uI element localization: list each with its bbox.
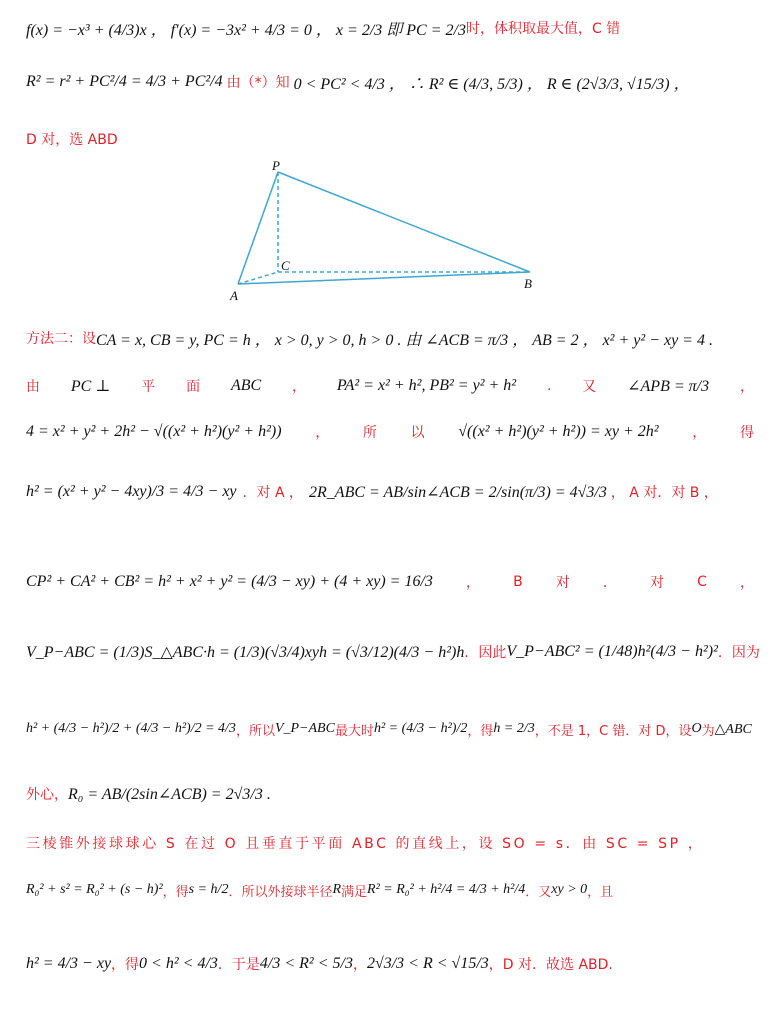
math-expr: R² = R₀² + h²/4 = 4/3 + h²/4 [367,882,526,897]
math-expr: PC ⊥ [70,378,111,395]
text-run: D 对，选 ABD [26,132,118,148]
edge-pa [238,172,278,284]
math-expr: R² = r² + PC²/4 = 4/3 + PC²/4 [26,73,223,90]
text-run: 三棱锥外接球球心 S 在过 O 且垂直于平面 ABC 的直线上，设 SO = s．由 SC = SP ， [26,836,705,852]
math-expr: h² = 4/3 − xy [26,955,112,972]
math-expr: h² = (4/3 − h²)/2 [373,721,468,736]
text-run: ，得 [467,723,494,739]
math-expr: h² = (x² + y² − 4xy)/3 = 4/3 − xy [26,483,237,500]
text-run: ， [739,379,754,395]
line-14 [26,944,754,984]
math-expr: 2R_ABC = AB/sin∠ACB = 2/sin(π/3) = 4√3/3 [309,484,607,501]
math-expr: 0 < h² < 4/3 [139,955,218,972]
math-expr: h = 2/3 [493,721,535,736]
text-run: 以 [410,425,425,441]
text-run: ．又 [525,884,552,900]
label-p: P [272,160,280,173]
line-6 [26,414,754,450]
text-run: ， A 对．对 B ， [610,485,718,501]
math-expr: CP² + CA² + CB² = h² + x² + y² = (4/3 − xy) + (4 + xy) = 16/3 [26,573,433,590]
text-run: 得 [739,425,754,441]
text-run: 外心， [26,787,68,803]
text-run: ， [315,425,330,441]
text-run: 又 [582,379,597,395]
line-7 [26,470,754,514]
text-run: ，且 [587,884,614,900]
line-11 [26,774,754,814]
tetrahedron-figure [222,160,552,305]
text-run: ，得 [162,884,189,900]
math-expr: O [691,721,702,736]
line-2 [26,60,754,104]
math-expr: 4 = x² + y² + 2h² − √((x² + h²)(y² + h²)) [26,423,282,440]
text-run: ，所以 [235,723,275,739]
text-run: ，不是 1，C 错．对 D，设 [534,723,692,739]
text-run: 方法二：设 [26,331,96,347]
math-expr: s = h/2 [188,882,229,897]
text-run: 因 [478,645,493,661]
text-run: 满足 [341,884,368,900]
tetrahedron-diagram [222,160,552,305]
text-run: ．对 A ， [242,485,304,501]
text-run: 因 [731,645,746,661]
text-run: 此 [492,645,507,661]
text-run: ， [292,379,307,395]
text-run: B [513,574,523,590]
math-expr: △ABC [714,721,752,737]
line-9 [26,632,760,672]
line-8 [26,562,754,602]
math-expr: V_P−ABC [274,721,335,736]
math-expr: 0 < PC² < 4/3 ， ∴ R² ∈ (4/3, 5/3) ， R ∈ (2√3/3, √15/3) ， [293,75,690,93]
label-a: A [230,288,238,303]
line-12 [26,830,754,856]
math-expr: f(x) = −x³ + (4/3)x ， f′(x) = −3x² + 4/3 = 0 ， x = 2/3 即 PC = 2/3 [26,21,466,39]
text-run: ． [464,645,479,661]
text-run: 为 [745,645,760,661]
math-expr: R₀² + s² = R₀² + (s − h)² [26,882,163,897]
text-run: ， [692,425,707,441]
math-expr: 4/3 < R² < 5/3 [259,955,353,972]
math-expr: R [332,882,342,897]
edge-pb [278,172,530,272]
math-expr: √((x² + h²)(y² + h²)) = xy + 2h² [458,423,659,440]
line-13 [26,870,754,910]
text-run: ，得 [111,957,140,973]
text-run: ， [352,957,367,973]
text-run: ． [717,645,732,661]
line-4 [26,320,754,356]
math-expr: V_P−ABC = (1/3)S_△ABC·h = (1/3)(√3/4)xyh = (√3/12)(4/3 − h²)h [26,644,465,661]
math-expr: ABC [230,377,262,394]
math-expr: CA = x, CB = y, PC = h ， x > 0, y > 0, h > 0 . 由 ∠ACB = π/3 ， AB = 2 ， x² + y² − xy = 4 . [96,331,713,349]
text-run: 为 [701,723,715,739]
math-expr: 2√3/3 < R < √15/3 [366,955,489,972]
text-run: ， [739,575,754,591]
text-run: ．所以外接球半径 [228,884,333,900]
math-expr: ∠APB = π/3 [627,378,710,395]
text-run: 所 [362,425,377,441]
line-10 [26,704,754,754]
text-run: 时，体积取最大值，C 错 [465,21,621,37]
text-run: 面 [186,379,201,395]
text-run: 由 [26,379,40,395]
math-expr: V_P−ABC² = (1/48)h²(4/3 − h²)² [506,643,718,660]
text-run: 最大时 [334,723,374,739]
line-1 [26,8,754,48]
text-run: ．于是 [217,957,260,973]
label-c: C [281,258,290,273]
line-5 [26,368,754,404]
line-3 [26,128,754,150]
edge-ab [238,272,530,284]
text-run: 由（*）知 [226,75,290,91]
text-run: 对 [555,575,570,591]
text-run: ． [602,575,617,591]
label-b: B [524,276,532,291]
math-expr: R₀ = AB/(2sin∠ACB) = 2√3/3 . [68,786,271,803]
text-run: C [697,574,707,590]
math-expr: xy > 0 [551,882,588,897]
text-run: 平 [141,379,156,395]
text-run: . [546,378,552,394]
text-run: ， [466,575,480,591]
math-expr: h² + (4/3 − h²)/2 + (4/3 − h²)/2 = 4/3 [26,721,236,736]
math-expr: PA² = x² + h², PB² = y² + h² [336,377,517,394]
text-run: ，D 对．故选 ABD. [488,957,613,973]
text-run: 对 [649,575,664,591]
